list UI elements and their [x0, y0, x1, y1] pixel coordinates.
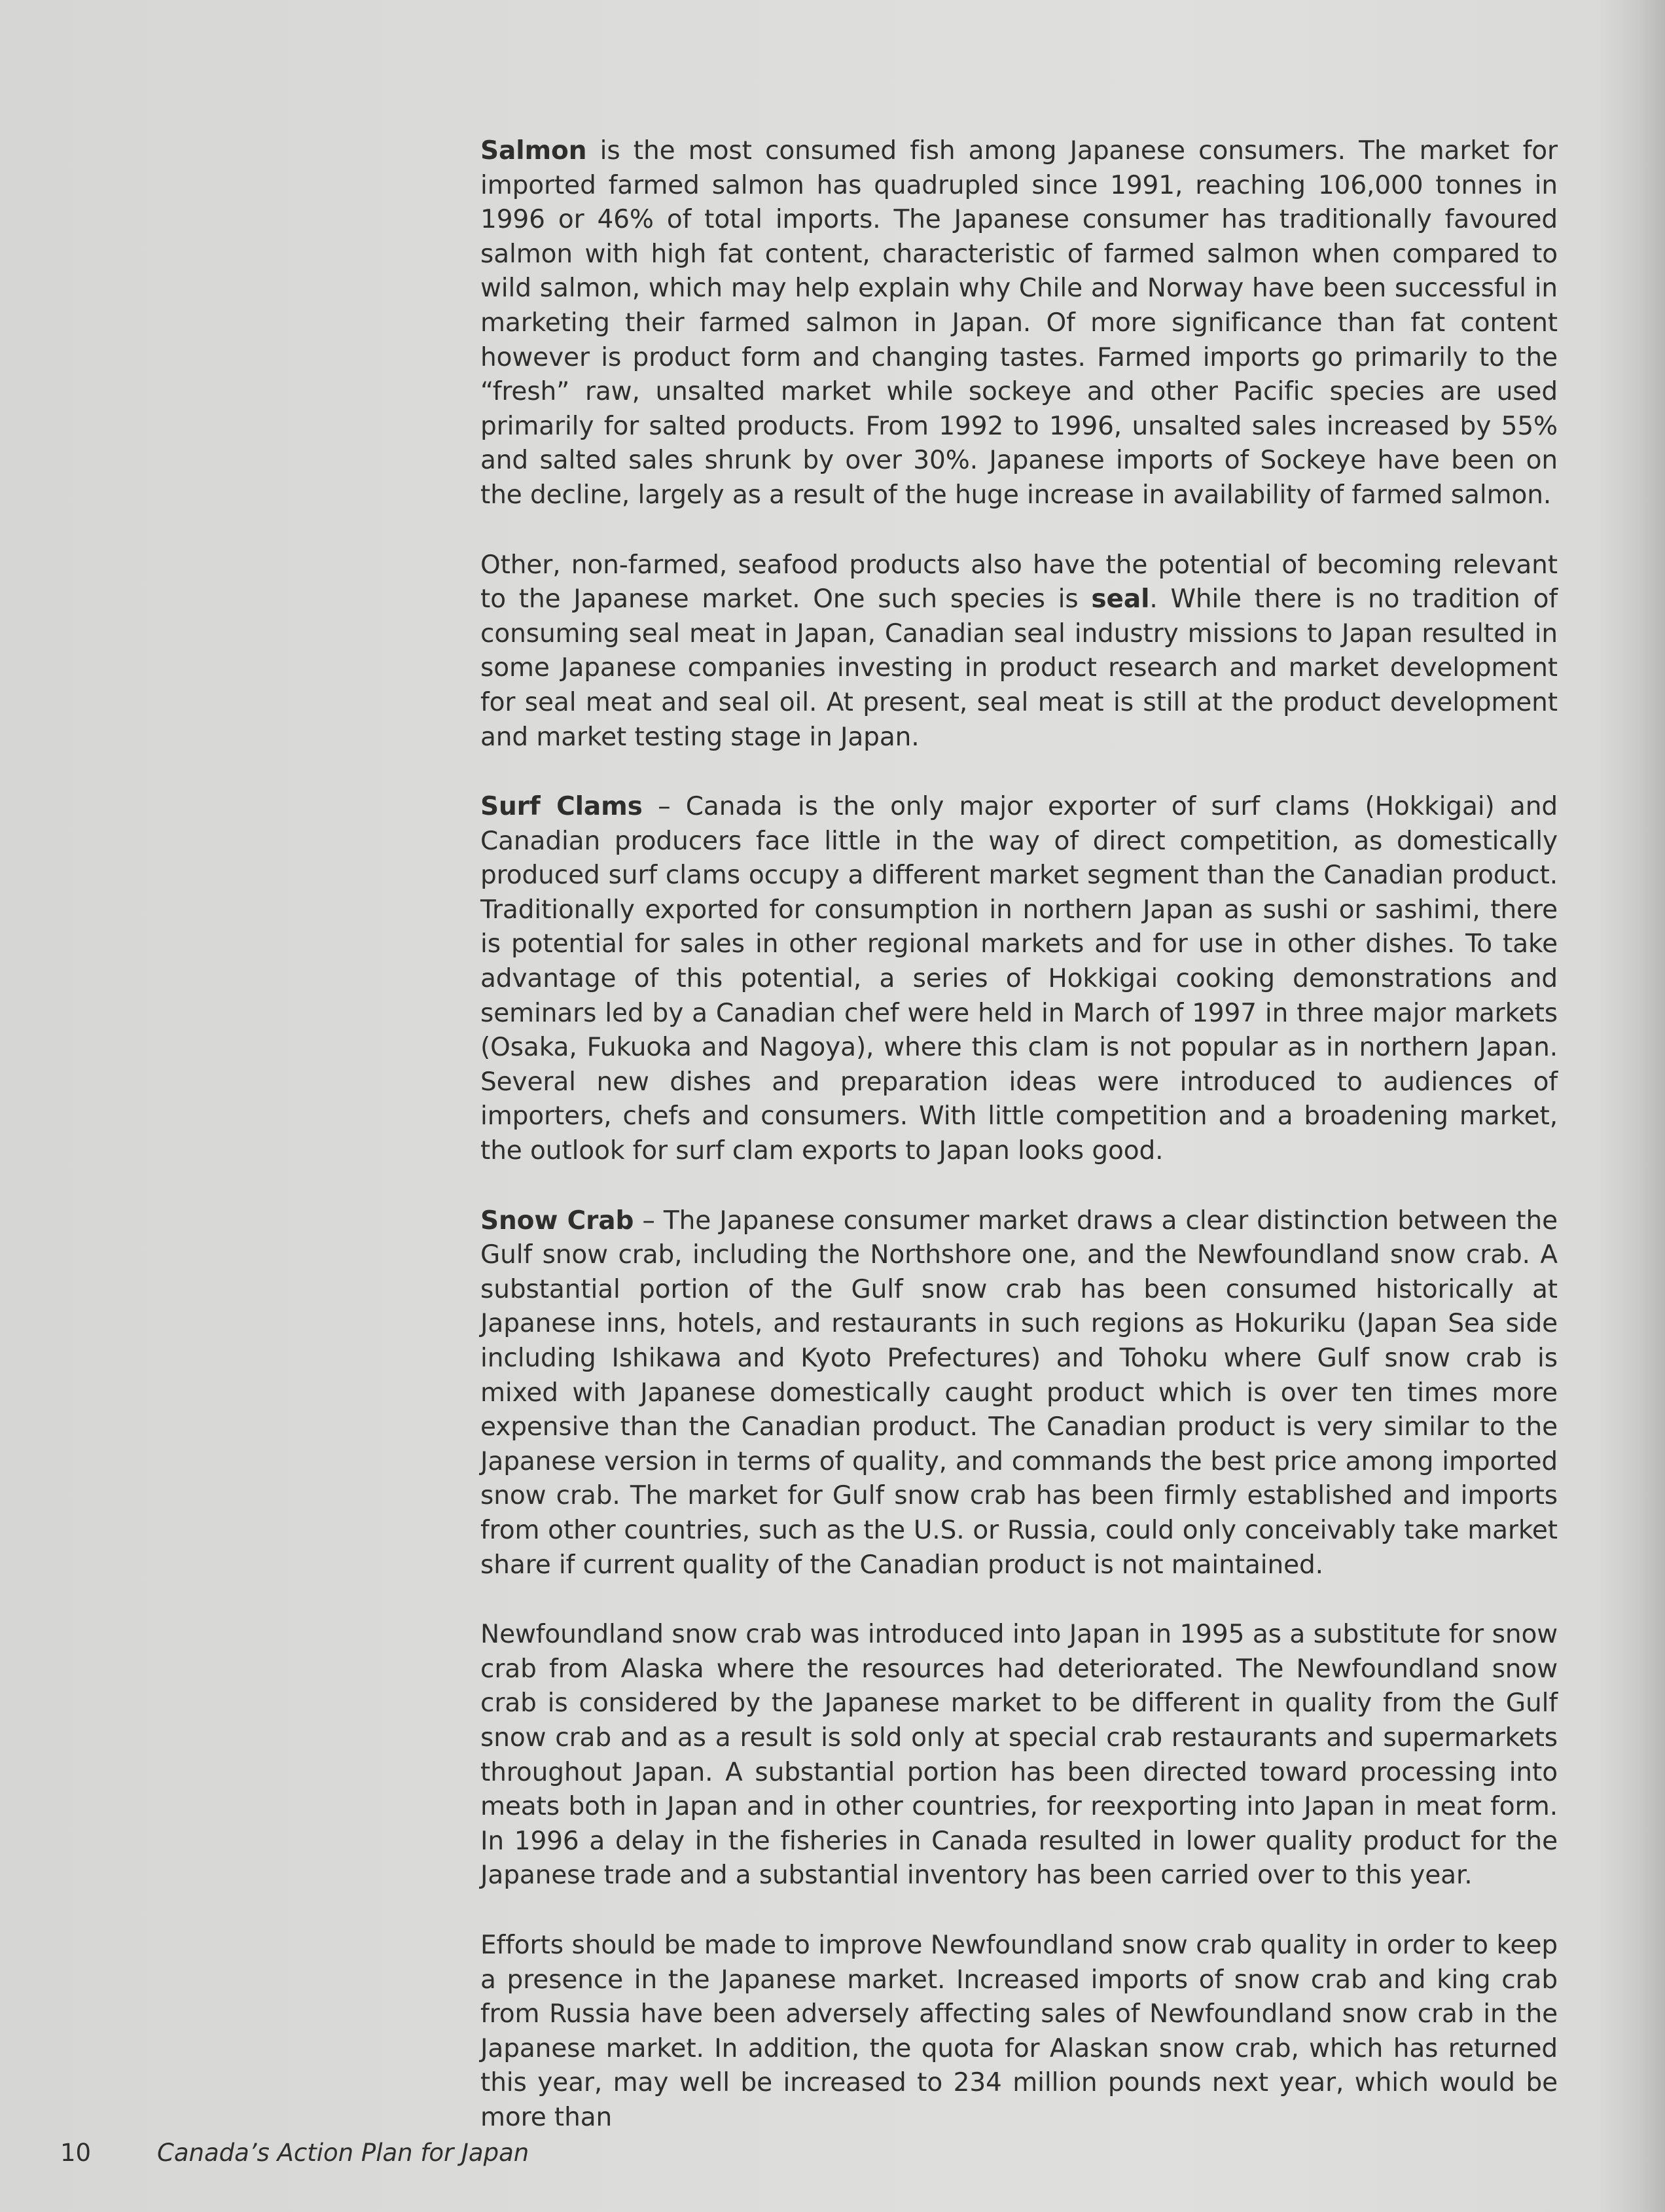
paragraph-surf-clams [480, 790, 1558, 1169]
paragraph-seal-text-before: Other, non-farmed, seafood products also have the potential of becoming relevant to the Japanese market. One such species is [480, 550, 1558, 615]
page-number: 10 [60, 2139, 92, 2167]
heading-salmon: Salmon [480, 136, 587, 166]
heading-surf-clams: Surf Clams [480, 792, 643, 822]
paragraph-seal-text-after: . While there is no tradition of consuming seal meat in Japan, Canadian seal industry missions to Japan resulted in some Japanese companies investing in product research and market development for seal meat and seal oil. At present, seal meat is still at the product development and market testing stage in Japan. [480, 584, 1558, 752]
paragraph-surf-clams-text: – Canada is the only major exporter of surf clams (Hokkigai) and Canadian producers face little in the way of direct competition, as domestically produced surf clams occupy a different market segment than the Canadian product. Traditionally exported for consumption in northern Japan as sushi or sashimi, there is potential for sales in other regional markets and for use in other dishes. To take advantage of this potential, a series of Hokkigai cooking demonstrations and seminars led by a Canadian chef were held in March of 1997 in three major markets (Osaka, Fukuoka and Nagoya), where this clam is not popular as in northern Japan. Several new dishes and preparation ideas were introduced to audiences of importers, chefs and consumers. With little competition and a broadening market, the outlook for surf clam exports to Japan looks good. [480, 792, 1558, 1166]
page-footer [60, 2139, 529, 2171]
heading-snow-crab: Snow Crab [480, 1205, 634, 1236]
paragraph-efforts [480, 1929, 1558, 2135]
paragraph-newfoundland-snow-crab-text: Newfoundland snow crab was introduced into Japan in 1995 as a substitute for snow crab from Alaska where the resources had deteriorated. The Newfoundland snow crab is considered by the Japanese market to be different in quality from the Gulf snow crab and as a result is sold only at special crab restaurants and supermarkets throughout Japan. A substantial portion has been directed toward processing into meats both in Japan and in other countries, for reexporting into Japan in meat form. In 1996 a delay in the fisheries in Canada resulted in lower quality product for the Japanese trade and a substantial inventory has been carried over to this year. [480, 1620, 1558, 1891]
running-title: Canada’s Action Plan for Japan [157, 2139, 529, 2167]
paragraph-salmon-text: is the most consumed fish among Japanese consumers. The market for imported farmed salmon has quadrupled since 1991, reaching 106,000 tonnes in 1996 or 46% of total imports. The Japanese consumer has traditionally favoured salmon with high fat content, characteristic of farmed salmon when compared to wild salmon, which may help explain why Chile and Norway have been successful in marketing their farmed salmon in Japan. Of more significance than fat content however is product form and changing tastes. Farmed imports go primarily to the “fresh” raw, unsalted market while sockeye and other Pacific species are used primarily for salted products. From 1992 to 1996, unsalted sales increased by 55% and salted sales shrunk by over 30%. Japanese imports of Sockeye have been on the decline, largely as a result of the huge increase in availability of farmed salmon. [480, 136, 1558, 510]
term-seal: seal [1091, 584, 1150, 615]
paragraph-efforts-text: Efforts should be made to improve Newfoundland snow crab quality in order to keep a presence in the Japanese market. Increased imports of snow crab and king crab from Russia have been adversely affecting sales of Newfoundland snow crab in the Japanese market. In addition, the quota for Alaskan snow crab, which has returned this year, may well be increased to 234 million pounds next year, which would be more than [480, 1930, 1558, 2132]
paragraph-salmon [480, 134, 1558, 513]
paragraph-snow-crab-text: – The Japanese consumer market draws a clear distinction between the Gulf snow crab, including the Northshore one, and the Newfoundland snow crab. A substantial portion of the Gulf snow crab has been consumed historically at Japanese inns, hotels, and restaurants in such regions as Hokuriku (Japan Sea side including Ishikawa and Kyoto Prefectures) and Tohoku where Gulf snow crab is mixed with Japanese domestically caught product which is over ten times more expensive than the Canadian product. The Canadian product is very similar to the Japanese version in terms of quality, and commands the best price among imported snow crab. The market for Gulf snow crab has been firmly established and imports from other countries, such as the U.S. or Russia, could only conceivably take market share if current quality of the Canadian product is not maintained. [480, 1205, 1558, 1580]
paragraph-newfoundland-snow-crab [480, 1618, 1558, 1893]
paragraph-snow-crab [480, 1204, 1558, 1583]
paragraph-seal [480, 548, 1558, 755]
body-text-column [480, 134, 1558, 2170]
